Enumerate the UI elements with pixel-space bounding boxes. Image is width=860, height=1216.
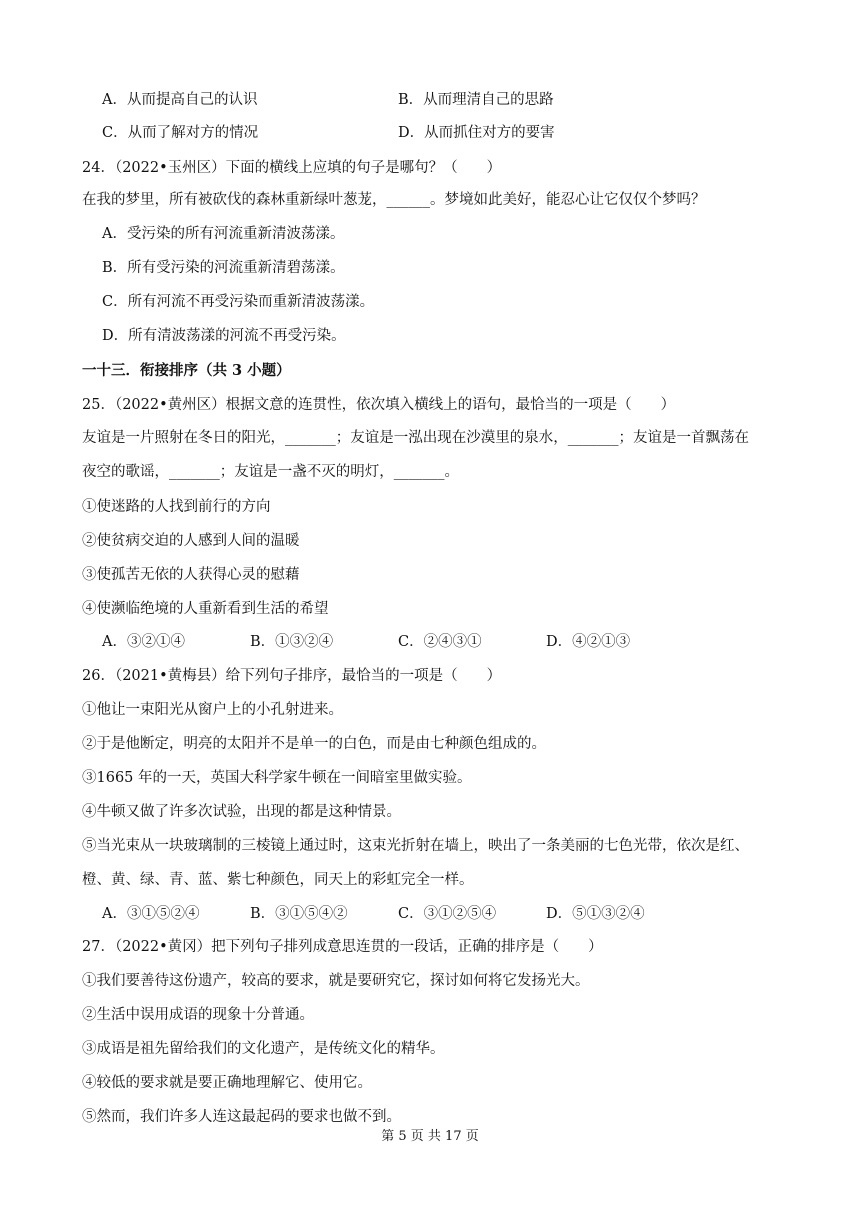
- q25-sentence-4: ④使濒临绝境的人重新看到生活的希望: [82, 601, 329, 617]
- q26-option-c: C．③①②⑤④: [398, 906, 497, 922]
- q23-options-row-1: [0, 90, 860, 110]
- q23-option-c: C．从而了解对方的情况: [102, 125, 259, 141]
- q24-option-a: A．受污染的所有河流重新清波荡漾。: [102, 226, 345, 242]
- q24-option-b: B．所有受污染的河流重新清碧荡漾。: [102, 260, 345, 276]
- q25-context-line-2: 夜空的歌谣，_______；友谊是一盏不灭的明灯，_______。: [82, 464, 459, 480]
- page-footer: 第 5 页 共 17 页: [381, 1129, 479, 1144]
- q26-sentence-3: ③1665 年的一天，英国大科学家牛顿在一间暗室里做实验。: [82, 770, 472, 786]
- q27-sentence-2: ②生活中误用成语的现象十分普通。: [82, 1007, 314, 1023]
- q26-sentence-4: ④牛顿又做了许多次试验，出现的都是这种情景。: [82, 804, 401, 820]
- q25-stem: 25．（2022•黄州区）根据文意的连贯性，依次填入横线上的语句，最恰当的一项是（ ）: [82, 397, 676, 413]
- q26-options-row: [0, 904, 860, 924]
- q23-option-d: D．从而抓住对方的要害: [398, 125, 555, 141]
- q24-context: 在我的梦里，所有被砍伐的森林重新绿叶葱茏，______。梦境如此美好，能忍心让它仅仅个梦吗？: [82, 192, 706, 208]
- q26-stem: 26．（2021•黄梅县）给下列句子排序，最恰当的一项是（ ）: [82, 668, 502, 684]
- q24-option-c: C．所有河流不再受污染而重新清波荡漾。: [102, 294, 375, 310]
- q27-sentence-4: ④较低的要求就是要正确地理解它、使用它。: [82, 1075, 372, 1091]
- q25-option-b: B．①③②④: [250, 634, 334, 650]
- q23-option-a: A．从而提高自己的认识: [102, 92, 258, 108]
- q27-sentence-1: ①我们要善待这份遗产，较高的要求，就是要研究它，探讨如何将它发扬光大。: [82, 973, 590, 989]
- q26-sentence-5-line-1: ⑤当光束从一块玻璃制的三棱镜上通过时，这束光折射在墙上，映出了一条美丽的七色光带，依次是红、: [82, 838, 749, 854]
- q27-sentence-3: ③成语是祖先留给我们的文化遗产，是传统文化的精华。: [82, 1041, 445, 1057]
- q25-sentence-3: ③使孤苦无依的人获得心灵的慰藉: [82, 567, 300, 583]
- q25-sentence-2: ②使贫病交迫的人感到人间的温暖: [82, 533, 300, 549]
- q23-option-b: B．从而理清自己的思路: [398, 92, 554, 108]
- q25-context-line-1: 友谊是一片照射在冬日的阳光，_______；友谊是一泓出现在沙漠里的泉水，_______；友谊是一首飘荡在: [82, 430, 749, 446]
- q26-sentence-1: ①他让一束阳光从窗户上的小孔射进来。: [82, 702, 343, 718]
- q25-option-a: A．③②①④: [102, 634, 185, 650]
- q24-option-d: D．所有清波荡漾的河流不再受污染。: [102, 328, 346, 344]
- q24-stem: 24．（2022•玉州区）下面的横线上应填的句子是哪句？（ ）: [82, 160, 502, 176]
- q27-sentence-5: ⑤然而，我们许多人连这最起码的要求也做不到。: [82, 1109, 401, 1125]
- q23-options-row-2: [0, 123, 860, 143]
- section-heading: 一十三．衔接排序（共 3 小题）: [82, 362, 291, 379]
- q26-option-d: D．⑤①③②④: [546, 906, 645, 922]
- q25-option-c: C．②④③①: [398, 634, 482, 650]
- q26-option-a: A．③①⑤②④: [102, 906, 200, 922]
- q27-stem: 27．（2022•黄冈）把下列句子排列成意思连贯的一段话，正确的排序是（ ）: [82, 939, 603, 955]
- q25-option-d: D．④②①③: [546, 634, 631, 650]
- q25-sentence-1: ①使迷路的人找到前行的方向: [82, 499, 271, 515]
- q26-option-b: B．③①⑤④②: [250, 906, 348, 922]
- q25-options-row: [0, 632, 860, 652]
- q26-sentence-5-line-2: 橙、黄、绿、青、蓝、紫七种颜色，同天上的彩虹完全一样。: [82, 872, 474, 888]
- q26-sentence-2: ②于是他断定，明亮的太阳并不是单一的白色，而是由七种颜色组成的。: [82, 736, 546, 752]
